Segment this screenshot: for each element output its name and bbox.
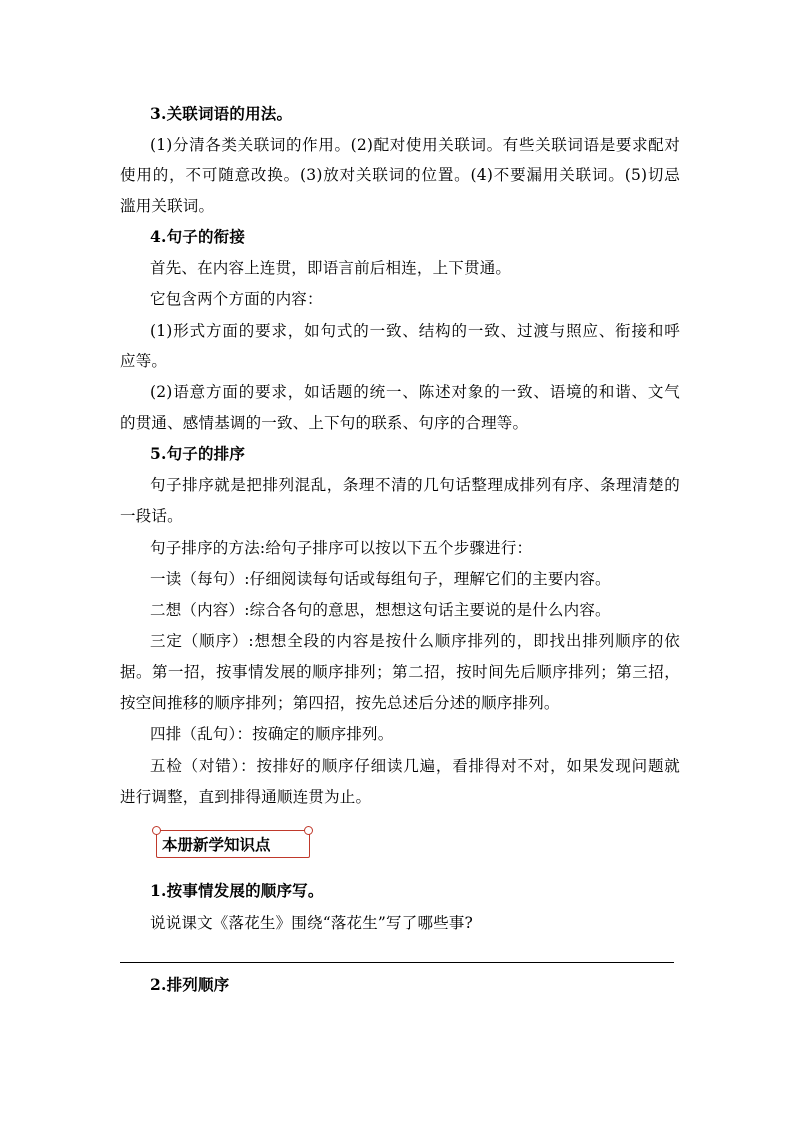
paragraph-line: 三定（顺序）:想想全段的内容是按什么顺序排列的，即找出排列顺序的依 — [150, 632, 680, 650]
paragraph-line: 句子排序的方法:给句子排序可以按以下五个步骤进行： — [150, 539, 533, 557]
paragraph-line: 五检（对错）：按排好的顺序仔细读几遍，看排得对不对，如果发现问题就 — [150, 757, 680, 775]
paragraph-line: (1)形式方面的要求，如句式的一致、结构的一致、过渡与照应、衔接和呼 — [150, 322, 680, 340]
paragraph-line: 按空间推移的顺序排列；第四招，按先总述后分述的顺序排列。 — [120, 694, 560, 712]
answer-line-divider — [120, 962, 674, 963]
paragraph-line: 首先、在内容上连贯，即语言前后相连，上下贯通。 — [150, 259, 512, 277]
scroll-curl-icon — [304, 826, 313, 835]
paragraph-line: 一段话。 — [120, 507, 183, 525]
paragraph-line: (2)语意方面的要求，如话题的统一、陈述对象的一致、语境的和谐、文气 — [150, 383, 680, 401]
heading-sentence-ordering: 5.句子的排序 — [150, 444, 246, 463]
question-line: 说说课文《落花生》围绕“落花生”写了哪些事? — [150, 914, 474, 932]
scroll-curl-icon — [152, 826, 161, 835]
heading-arrange-order: 2.排列顺序 — [150, 975, 230, 994]
paragraph-line: 它包含两个方面的内容： — [150, 290, 323, 308]
paragraph-line: 滥用关联词。 — [120, 197, 215, 215]
paragraph-line: 句子排序就是把排列混乱，条理不清的几句话整理成排列有序、条理清楚的 — [150, 476, 680, 494]
heading-conjunction-usage: 3.关联词语的用法。 — [150, 104, 293, 123]
banner-label: 本册新学知识点 — [162, 835, 271, 854]
paragraph-line: 四排（乱句）：按确定的顺序排列。 — [150, 725, 394, 743]
heading-sentence-cohesion: 4.句子的衔接 — [150, 227, 246, 246]
heading-event-order: 1.按事情发展的顺序写。 — [150, 881, 324, 900]
paragraph-line: 一读（每句）:仔细阅读每句话或每组句子，理解它们的主要内容。 — [150, 570, 611, 588]
paragraph-line: 的贯通、感情基调的一致、上下句的联系、句序的合理等。 — [120, 414, 529, 432]
paragraph-line: (1)分清各类关联词的作用。(2)配对使用关联词。有些关联词语是要求配对 — [150, 136, 680, 154]
paragraph-line: 使用的，不可随意改换。(3)放对关联词的位置。(4)不要漏用关联词。(5)切忌 — [120, 166, 680, 184]
paragraph-line: 应等。 — [120, 352, 168, 370]
paragraph-line: 据。第一招，按事情发展的顺序排列；第二招，按时间先后顺序排列；第三招， — [120, 663, 680, 681]
paragraph-line: 进行调整，直到排得通顺连贯为止。 — [120, 788, 372, 806]
paragraph-line: 二想（内容）:综合各句的意思，想想这句话主要说的是什么内容。 — [150, 601, 611, 619]
section-banner — [152, 826, 314, 858]
